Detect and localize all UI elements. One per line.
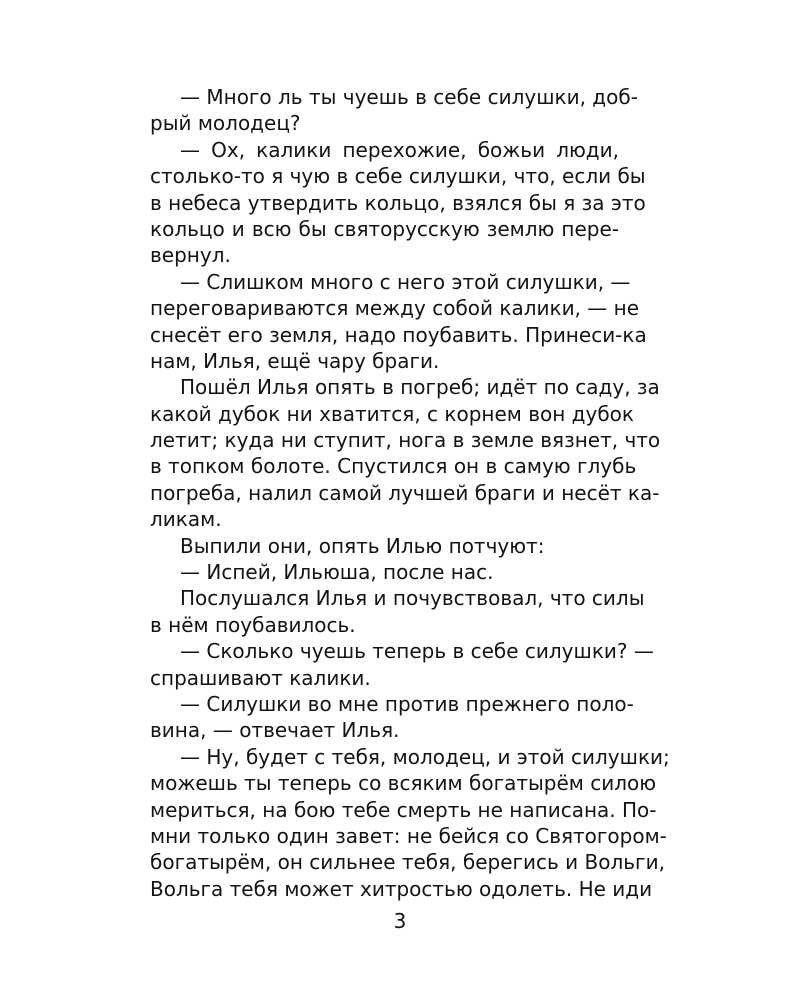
text-line: переговариваются между собой калики, — не bbox=[150, 296, 640, 321]
body-text bbox=[150, 84, 670, 902]
text-line: Вольга тебя может хитростью одолеть. Не иди bbox=[150, 876, 653, 901]
text-line: ликам. bbox=[150, 507, 222, 532]
text-line: — Слишком много с него этой силушки, — bbox=[180, 269, 631, 294]
page-number: 3 bbox=[393, 909, 407, 933]
text-line: в нём поубавилось. bbox=[150, 612, 356, 637]
text-line: нам, Илья, ещё чару браги. bbox=[150, 348, 440, 373]
text-line: богатырём, он сильнее тебя, берегись и Вольги, bbox=[150, 850, 665, 875]
text-line: можешь ты теперь со всяким богатырём силою bbox=[150, 771, 657, 796]
text-line: — Испей, Ильюша, после нас. bbox=[180, 560, 494, 585]
text-line: снесёт его земля, надо поубавить. Принеси-ка bbox=[150, 322, 647, 347]
text-line: погреба, налил самой лучшей браги и несёт ка- bbox=[150, 480, 660, 505]
text-line: — Много ль ты чуешь в себе силушки, доб- bbox=[180, 85, 638, 109]
text-line: вина, — отвечает Илья. bbox=[150, 718, 400, 743]
text-line: спрашивают калики. bbox=[150, 665, 371, 690]
text-line: — Силушки во мне против прежнего поло- bbox=[180, 691, 634, 716]
text-line: — Сколько чуешь теперь в себе силушки? — bbox=[180, 639, 654, 664]
text-line: Выпили они, опять Илью потчуют: bbox=[180, 533, 545, 558]
text-line: какой дубок ни хватится, с корнем вон дубок bbox=[150, 401, 634, 426]
text-line: мни только один завет: не бейся со Святогором- bbox=[150, 823, 667, 848]
text-line: столько-то я чую в себе силушки, что, если бы bbox=[150, 164, 646, 189]
text-line: Пошёл Илья опять в погреб; идёт по саду, за bbox=[180, 375, 660, 400]
text-line: — Ну, будет с тебя, молодец, и этой силушки; bbox=[180, 744, 670, 769]
text-line: в топком болоте. Спустился он в самую глубь bbox=[150, 454, 637, 479]
text-line: — Ох, калики перехожие, божьи люди, bbox=[180, 137, 619, 162]
text-line: в небеса утвердить кольцо, взялся бы я за это bbox=[150, 190, 646, 215]
text-line: летит; куда ни ступит, нога в земле вязнет, что bbox=[150, 428, 661, 453]
text-line: мериться, на бою тебе смерть не написана. По- bbox=[150, 797, 657, 822]
text-line: рый молодец? bbox=[150, 111, 301, 136]
text-line: кольцо и всю бы святорусскую землю пере- bbox=[150, 216, 619, 241]
text-line: вернул. bbox=[150, 243, 231, 268]
text-line: Послушался Илья и почувствовал, что силы bbox=[180, 586, 645, 611]
